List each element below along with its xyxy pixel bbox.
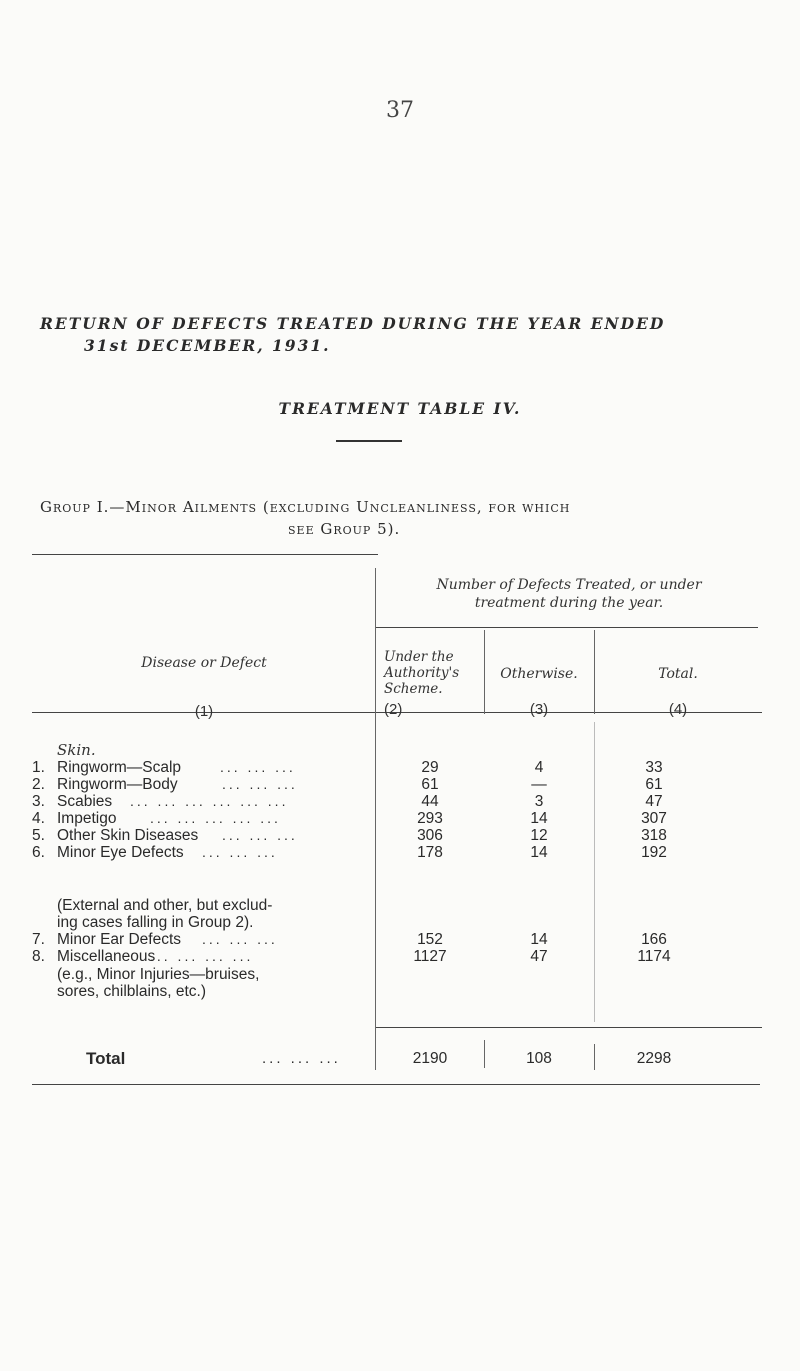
scheme-value: 61 [421,776,439,793]
scheme-value: 44 [421,793,439,810]
otherwise-value: 3 [534,793,544,810]
row-number: 4. [32,810,45,827]
misc-note [57,966,259,1000]
total-value: 318 [641,827,667,844]
eye-note-line1: (External and other, but exclud- [57,897,273,914]
row-leader-dots: ... ... ... [220,759,296,775]
otherwise-value: 4 [534,759,544,776]
scheme-value: 1127 [413,948,447,965]
row-number: 1. [32,759,45,776]
total-header: Total. [658,666,698,682]
row-label: Miscellaneous [57,948,156,965]
total-scheme-value: 2190 [412,1050,448,1067]
otherwise-header: Otherwise. [500,666,578,682]
otherwise-value: 12 [530,827,548,844]
row-label: Other Skin Diseases [57,827,199,844]
total-value: 192 [641,844,667,861]
row-number: 3. [32,793,45,810]
row-leader-dots: ... ... ... [222,827,298,843]
page-number: 37 [386,98,414,123]
scheme-value: 152 [417,931,443,948]
header-mid-rule [376,627,758,628]
report-title-line2: 31st DECEMBER, 1931. [84,336,331,355]
misc-note-line2: sores, chilblains, etc.) [57,983,207,1001]
otherwise-value: 47 [530,948,548,965]
otherwise-value: 14 [530,810,548,827]
row-label: Ringworm—Scalp [57,759,182,776]
total-value: 61 [645,776,663,793]
table-title: TREATMENT TABLE IV. [278,399,522,418]
total-col-number: (4) [668,701,688,718]
row-number: 8. [32,948,45,965]
scheme-header-line2: Authority's [384,665,460,681]
total-value: 1174 [637,948,671,965]
row-leader-dots: ... ... ... [202,844,278,860]
row-leader-dots: ... ... ... [222,776,298,792]
total-otherwise-value: 108 [526,1050,552,1067]
scheme-value: 293 [417,810,443,827]
table-bottom-rule [32,1084,760,1085]
disease-header: Disease or Defect [141,655,267,671]
row-leader-dots: ... ... ... [202,931,278,947]
scheme-value: 178 [417,844,443,861]
title-divider [336,440,402,442]
total-row-label: Total [86,1049,126,1068]
section-label-skin: Skin. [57,741,96,759]
row-leader-dots: ... ... ... ... ... ... [130,793,289,809]
misc-note-line1: (e.g., Minor Injuries—bruises, [57,966,260,983]
report-title [40,313,760,357]
row-label: Ringworm—Body [57,776,178,793]
total-total-value: 2298 [636,1050,672,1067]
row-label: Minor Eye Defects [57,844,184,861]
row-leader-dots: ... ... ... ... [150,948,254,964]
scheme-header-line3: Scheme. [384,681,443,697]
scheme-header-line1: Under the [384,649,454,665]
table-top-rule-left [32,554,378,555]
row-label: Impetigo [57,810,117,827]
group-heading-line1: Group I.—Minor Ailments (excluding Uncleanliness, for which [40,498,571,516]
row-number: 7. [32,931,45,948]
eye-note-line2: ing cases falling in Group 2). [57,914,254,932]
row-number: 2. [32,776,45,793]
otherwise-value: 14 [530,844,548,861]
row-number: 5. [32,827,45,844]
total-value: 307 [641,810,667,827]
otherwise-col-number: (3) [529,701,549,718]
span-header [376,576,762,612]
total-value: 47 [645,793,663,810]
total-row-dots: ... ... ... [262,1050,341,1067]
scheme-header [384,649,459,697]
row-leader-dots: ... ... ... ... ... [150,810,281,826]
span-header-line2: treatment during the year. [474,595,664,611]
scheme-value: 29 [421,759,439,776]
report-title-line1: RETURN OF DEFECTS TREATED DURING THE YEAR ENDED [40,314,666,333]
row-label: Minor Ear Defects [57,931,182,948]
row-number: 6. [32,844,45,861]
span-header-line1: Number of Defects Treated, or under [436,577,702,593]
group-heading [40,496,760,540]
group-heading-line2: see Group 5). [288,520,401,538]
otherwise-value: 14 [530,931,548,948]
total-value: 33 [645,759,663,776]
scheme-value: 306 [417,827,443,844]
total-top-rule [376,1027,762,1028]
disease-col-number: (1) [194,703,214,720]
row-label: Scabies [57,793,113,810]
total-value: 166 [641,931,667,948]
scheme-col-number: (2) [384,701,403,718]
otherwise-value: — [531,776,547,793]
eye-note [57,897,272,931]
